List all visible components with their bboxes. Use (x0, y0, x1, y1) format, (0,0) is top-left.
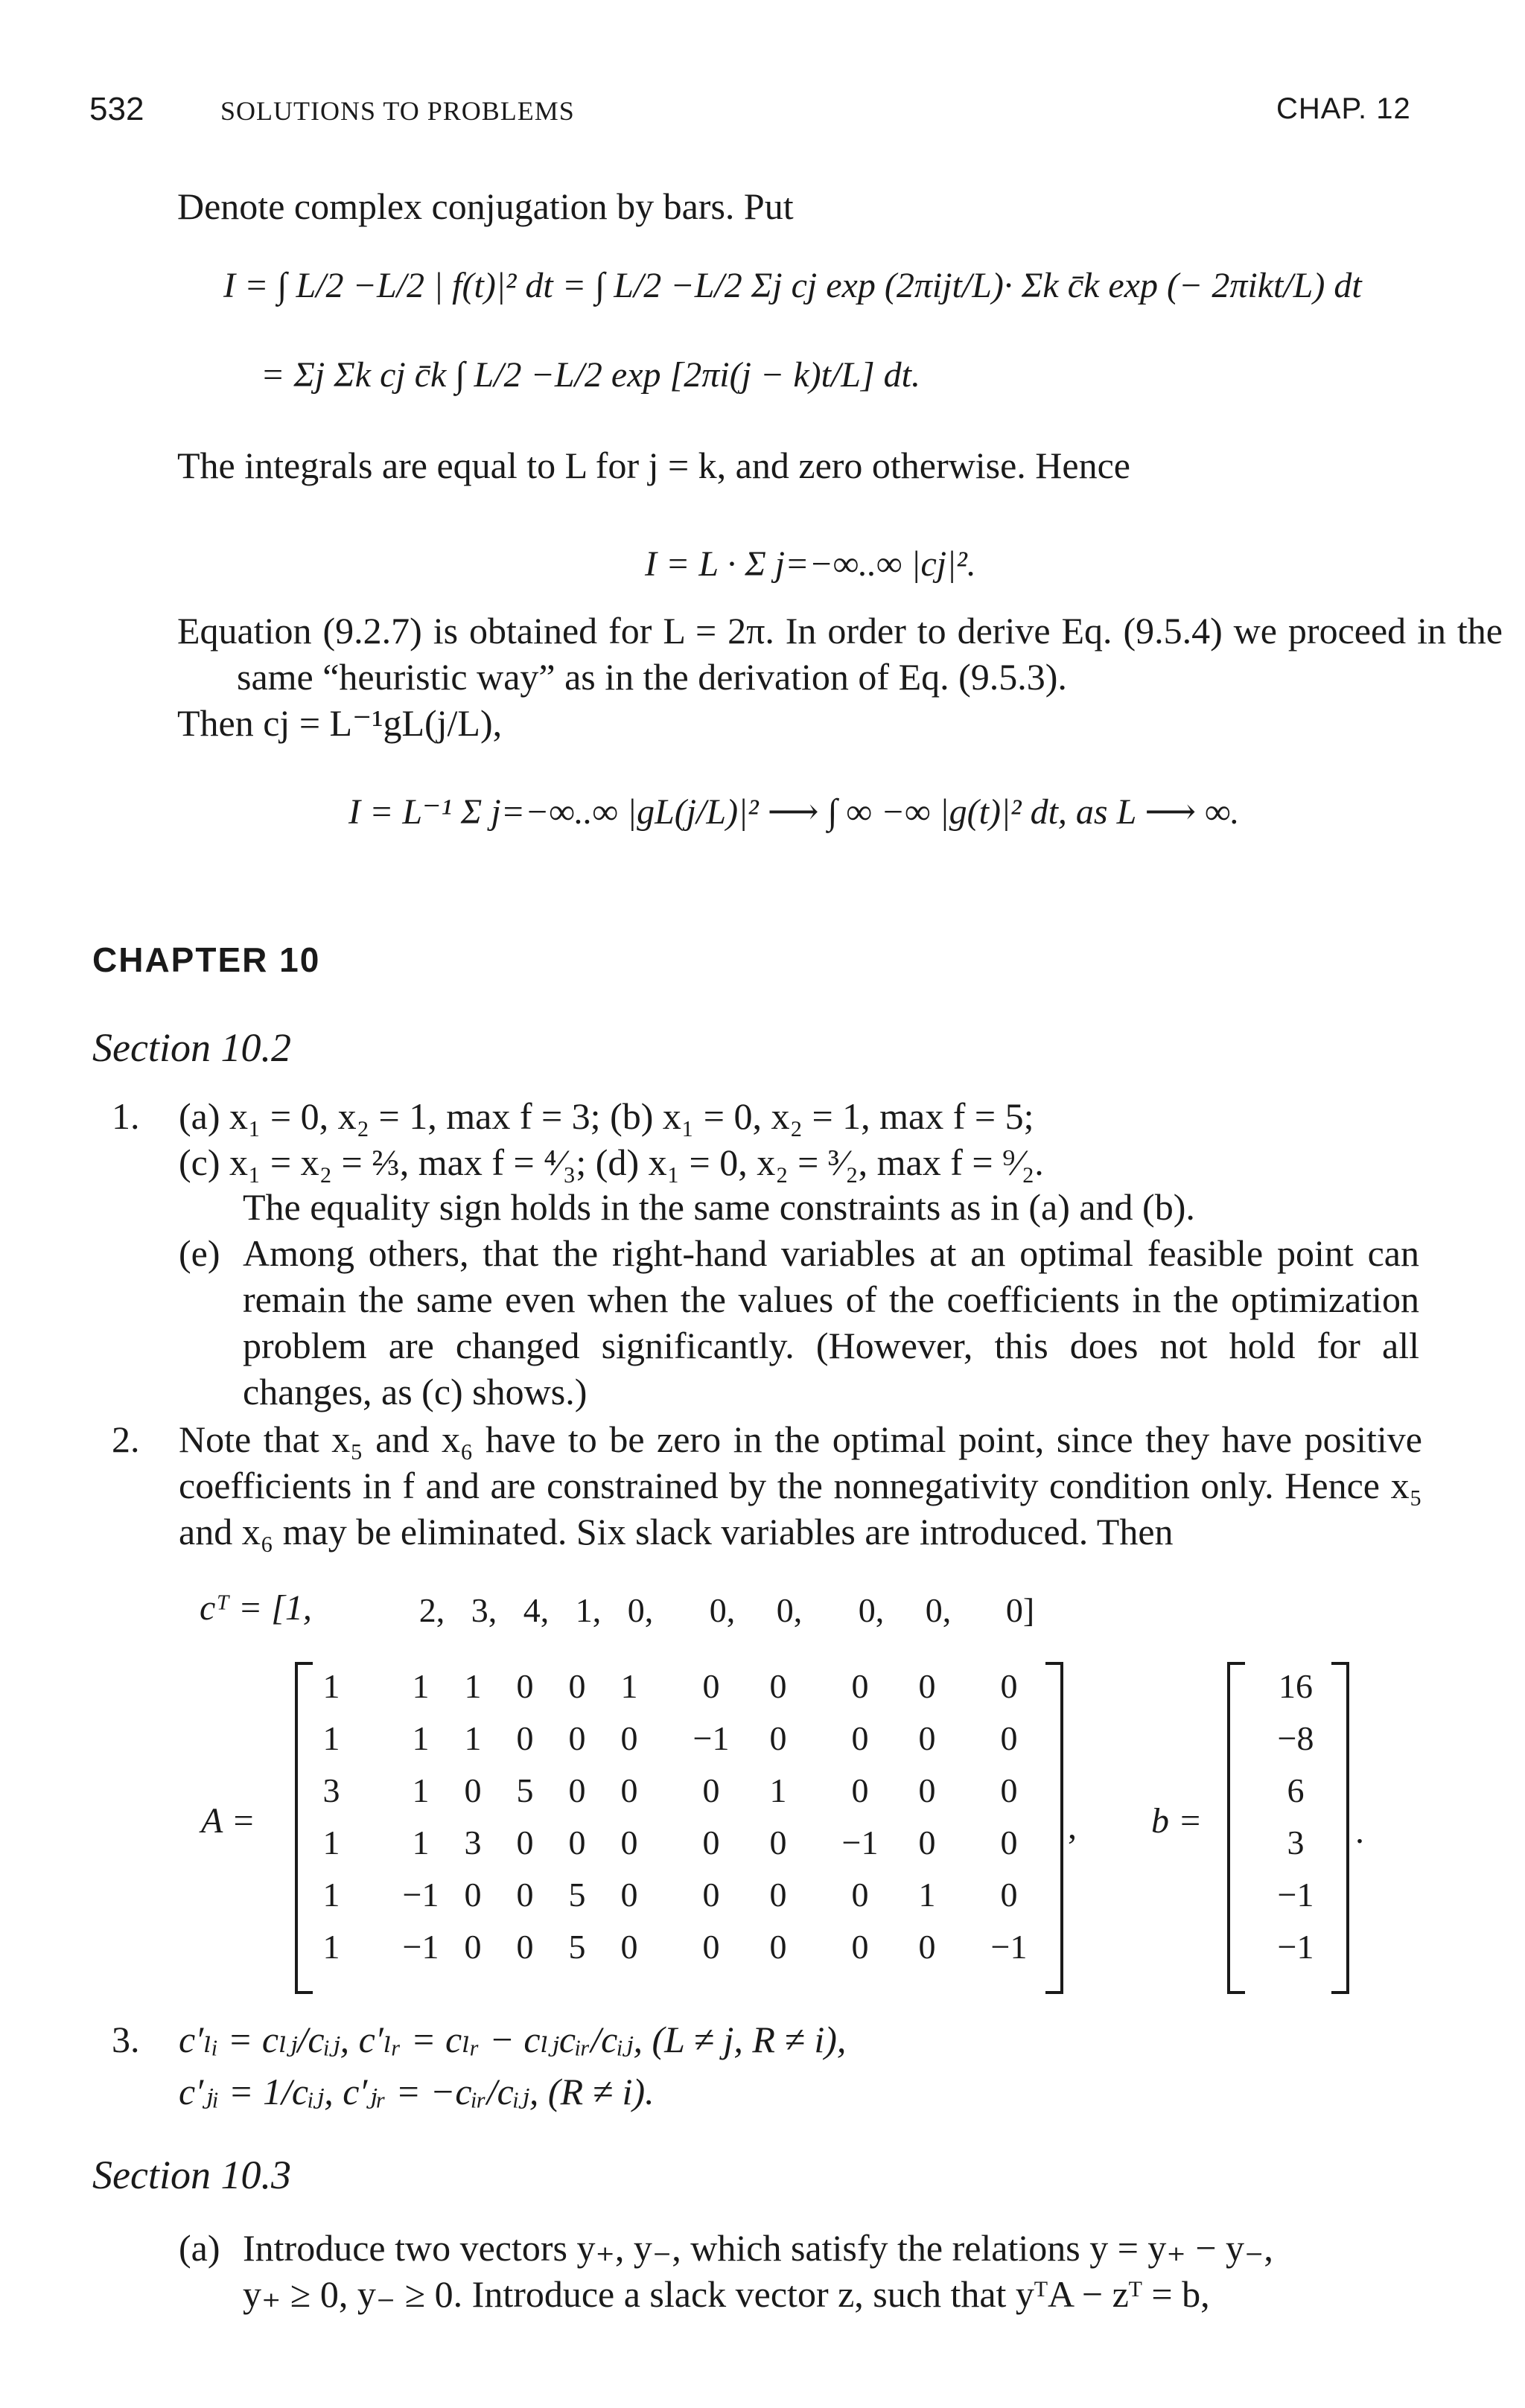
matrix-A-entry: 5 (568, 1876, 586, 1914)
item-2-text: Note that x₅ and x₆ have to be zero in the optimal point, since they have positive coefficients in f and are constrained by the nonnegativity condition only. Hence x₅ and x₆ may be eliminated. Six slack variables are introduced. Then (179, 1418, 1422, 1552)
section-heading-10-2: Section 10.2 (92, 1025, 291, 1070)
item-1-e-label: (e) (179, 1232, 220, 1274)
matrix-A-right-bracket (1045, 1662, 1063, 1994)
vector-b-entry: −8 (1277, 1719, 1314, 1757)
matrix-A-entry: 0 (568, 1719, 586, 1757)
matrix-A-entry: 0 (516, 1667, 534, 1705)
chapter-heading: CHAPTER 10 (92, 940, 321, 979)
matrix-A-entry: 1 (412, 1823, 430, 1861)
item-3-line-1: c′ₗᵢ = cₗⱼ/cᵢⱼ, c′ₗᵣ = cₗᵣ − cₗⱼcᵢᵣ/cᵢⱼ, (L ≠ j, R ≠ i), (179, 2019, 847, 2060)
matrix-A-entry: 1 (322, 1928, 340, 1966)
matrix-A-entry: −1 (990, 1928, 1028, 1966)
matrix-A-entry: 0 (702, 1771, 720, 1809)
cT-entry: 0] (1005, 1591, 1035, 1629)
matrix-A-entry: 0 (769, 1667, 787, 1705)
section-heading-10-3: Section 10.3 (92, 2153, 291, 2197)
matrix-A-entry: 0 (568, 1667, 586, 1705)
matrix-A-entry: 0 (464, 1928, 482, 1966)
matrix-A-entry: 0 (516, 1928, 534, 1966)
matrix-A-entry: 0 (769, 1876, 787, 1914)
running-title: SOLUTIONS TO PROBLEMS (220, 96, 575, 126)
matrix-A-entry: 0 (769, 1928, 787, 1966)
item-1-e-text: Among others, that the right-hand variables at an optimal feasible point can remain the same even when the values of the coefficients in the optimization problem are changed significantly. (However, this does not hold for all changes, as (c) shows.) (243, 1232, 1419, 1412)
matrix-A-entry: 0 (1000, 1771, 1018, 1809)
matrix-A-entry: 1 (769, 1771, 787, 1809)
cT-entry: 2, (418, 1591, 445, 1629)
matrix-A-entry: 0 (851, 1719, 869, 1757)
page-number: 532 (89, 91, 144, 127)
matrix-A-entry: 0 (568, 1823, 586, 1861)
matrix-A-entry: 0 (918, 1823, 936, 1861)
cT-entry: 3, (471, 1591, 497, 1629)
matrix-A-entry: 0 (516, 1823, 534, 1861)
matrix-A-entry: 0 (516, 1719, 534, 1757)
matrix-A-entry: 5 (568, 1928, 586, 1966)
matrix-A-entry: 0 (568, 1771, 586, 1809)
matrix-A-entry: 1 (322, 1823, 340, 1861)
matrix-A-entry: −1 (402, 1928, 439, 1966)
item-a-line-1: Introduce two vectors y₊, y₋, which satisfy the relations y = y₊ − y₋, (243, 2227, 1273, 2269)
cT-entry: 0, (925, 1591, 952, 1629)
integrals-statement: The integrals are equal to L for j = k, and zero otherwise. Hence (177, 445, 1130, 486)
item-1-equality: The equality sign holds in the same constraints as in (a) and (b). (243, 1186, 1195, 1228)
matrix-A-entry: 0 (702, 1823, 720, 1861)
matrix-A-entry: −1 (841, 1823, 879, 1861)
item-3-number: 3. (112, 2019, 140, 2060)
matrix-A-entry: 0 (620, 1771, 638, 1809)
equation-4: I = L⁻¹ Σ j=−∞..∞ |gL(j/L)|² ⟶ ∫ ∞ −∞ |g(t)|² dt, as L ⟶ ∞. (348, 792, 1240, 832)
matrix-A-entry: 0 (702, 1876, 720, 1914)
matrix-A-entry: 0 (620, 1719, 638, 1757)
matrix-A-entry: 0 (464, 1771, 482, 1809)
matrix-A-entry: 0 (851, 1876, 869, 1914)
derivation-paragraph: Equation (9.2.7) is obtained for L = 2π. In order to derive Eq. (9.5.4) we proceed in the same “heuristic way” as in the derivation of Eq. (9.5.3). (177, 610, 1503, 698)
matrix-A-entry: 1 (918, 1876, 936, 1914)
matrix-A-entry: 0 (851, 1928, 869, 1966)
vector-period: . (1355, 1812, 1364, 1851)
vector-b-right-bracket (1331, 1662, 1349, 1994)
matrix-A-entry: 1 (412, 1719, 430, 1757)
cT-entry: 1, (575, 1591, 602, 1629)
matrix-A-entry: 1 (322, 1719, 340, 1757)
matrix-A-entry: 1 (322, 1876, 340, 1914)
matrix-A-entry: 0 (1000, 1719, 1018, 1757)
matrix-A-entry: 0 (918, 1771, 936, 1809)
matrix-A-entry: 0 (1000, 1667, 1018, 1705)
matrix-A-entry: 0 (702, 1928, 720, 1966)
vector-b-entry: 6 (1287, 1771, 1305, 1809)
matrix-A-entry: 0 (464, 1876, 482, 1914)
cT-entry: 0, (627, 1591, 654, 1629)
cT-label: cᵀ = [1, (200, 1588, 312, 1628)
item-1-number: 1. (112, 1095, 140, 1137)
item-1-line-a-b: (a) x₁ = 0, x₂ = 1, max f = 3; (b) x₁ = 0, x₂ = 1, max f = 5; (179, 1095, 1034, 1137)
equation-1: I = ∫ L/2 −L/2 | f(t)|² dt = ∫ L/2 −L/2 Σj cj exp (2πijt/L)· Σk c̄k exp (− 2πikt/L) dt (223, 266, 1362, 305)
vector-b-label: b = (1151, 1801, 1203, 1841)
matrix-A-entry: 0 (1000, 1876, 1018, 1914)
matrix-A-entry: 0 (918, 1667, 936, 1705)
matrix-A-label: A = (201, 1801, 255, 1841)
matrix-A-entry: 0 (918, 1719, 936, 1757)
cT-entry: 0, (709, 1591, 736, 1629)
cT-entry: 0, (776, 1591, 803, 1629)
matrix-A-entry: 0 (620, 1876, 638, 1914)
then-line: Then cj = L⁻¹gL(j/L), (177, 702, 503, 744)
vector-b-entry: 16 (1279, 1667, 1313, 1705)
matrix-A-entry: 1 (412, 1667, 430, 1705)
matrix-A-entry: 0 (769, 1823, 787, 1861)
matrix-A-entry: 3 (464, 1823, 482, 1861)
matrix-comma: , (1068, 1807, 1077, 1847)
matrix-A-entry: 0 (918, 1928, 936, 1966)
matrix-A-entry: 1 (464, 1719, 482, 1757)
cT-entry: 0, (858, 1591, 885, 1629)
item-a-label: (a) (179, 2227, 220, 2269)
matrix-A-entry: 0 (702, 1667, 720, 1705)
intro-text: Denote complex conjugation by bars. Put (177, 185, 794, 227)
matrix-A-entry: −1 (402, 1876, 439, 1914)
matrix-A-entry: 0 (620, 1823, 638, 1861)
equation-2: = Σj Σk cj c̄k ∫ L/2 −L/2 exp [2πi(j − k)t/L] dt. (261, 355, 920, 395)
matrix-A-entry: 0 (1000, 1823, 1018, 1861)
matrix-A-entry: 0 (620, 1928, 638, 1966)
item-1-line-c-d: (c) x₁ = x₂ = ⅔, max f = ⁴⁄₃; (d) x₁ = 0, x₂ = ³⁄₂, max f = ⁹⁄₂. (179, 1141, 1044, 1183)
matrix-A-entry: 1 (464, 1667, 482, 1705)
vector-b-entry: 3 (1287, 1823, 1305, 1861)
vector-b-left-bracket (1227, 1662, 1245, 1994)
chapter-label: CHAP. 12 (1276, 92, 1411, 125)
item-2-number: 2. (112, 1418, 140, 1460)
item-3-line-2: c′ⱼᵢ = 1/cᵢⱼ, c′ⱼᵣ = −cᵢᵣ/cᵢⱼ, (R ≠ i). (179, 2071, 655, 2112)
matrix-A-entry: 0 (851, 1771, 869, 1809)
matrix-A-entry: 3 (322, 1771, 340, 1809)
item-a-line-2: y₊ ≥ 0, y₋ ≥ 0. Introduce a slack vector z, such that yᵀA − zᵀ = b, (243, 2273, 1210, 2315)
matrix-A-entry: 1 (620, 1667, 638, 1705)
matrix-A-entry: 1 (412, 1771, 430, 1809)
vector-b-entry: −1 (1277, 1928, 1314, 1966)
vector-b-entry: −1 (1277, 1876, 1314, 1914)
matrix-A-entry: 0 (516, 1876, 534, 1914)
matrix-A-entry: 0 (851, 1667, 869, 1705)
matrix-A-entry: −1 (693, 1719, 730, 1757)
matrix-A-entry: 0 (769, 1719, 787, 1757)
matrix-A-entry: 1 (322, 1667, 340, 1705)
matrix-A-entry: 5 (516, 1771, 534, 1809)
equation-3: I = L · Σ j=−∞..∞ |cj|². (645, 544, 976, 584)
cT-entry: 4, (523, 1591, 550, 1629)
